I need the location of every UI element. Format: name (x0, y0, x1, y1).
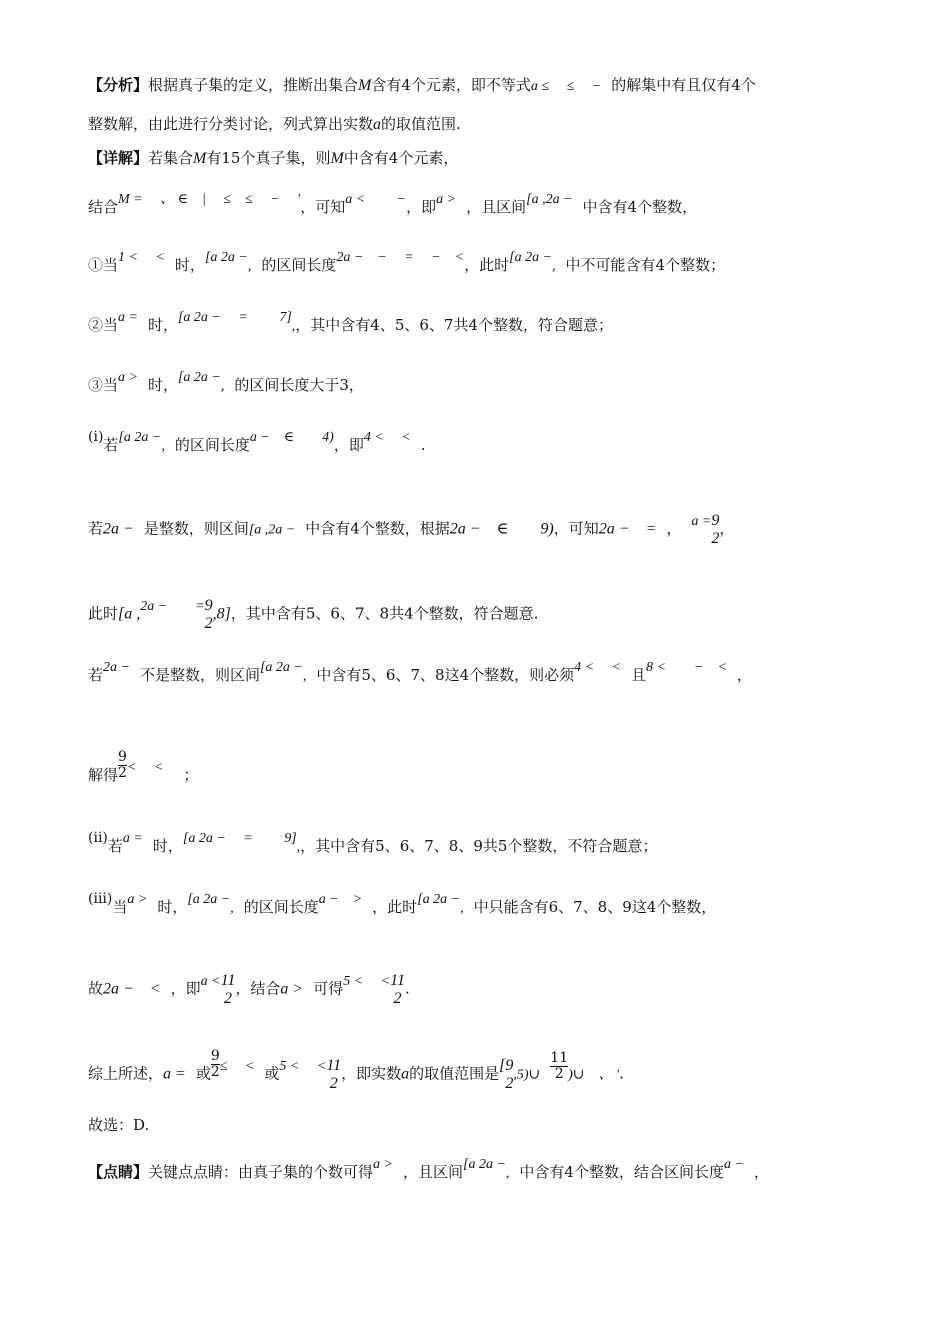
subcase-iii-line: (iii)当a > 时，[a 2a −, 的区间长度a − > ，此时[a 2a −, 中只能含有6、7、8、9这4个整数， (88, 891, 717, 916)
non-integer-case-line: 若2a − 不是整数，则区间[a 2a −, 中含有5、6、7、8这4个整数，则必须4 < < 且8 < − < ， (88, 660, 752, 684)
answer-line: 故选：D. (88, 1116, 150, 1134)
case-1-line: ①当1 < < 时，[a 2a −, 的区间长度2a − − = − <，此时[a 2a −, 中不可能含有4个整数； (88, 250, 726, 274)
case-2-line: ②当a = 时，[a 2a − = 7],，其中含有4、5、6、7共4个整数，符合题意； (88, 310, 614, 334)
key-point-tag: 【点睛】 (88, 1163, 149, 1181)
solve-line: 解得 $\frac{9}{2}$ < < ； (88, 749, 199, 784)
integer-case-line: 若2a − 是整数，则区间[a ,2a − 中含有4个整数，根据2a − ∈ 9)，可知2a − = ， a = 9 2 ， (88, 512, 735, 547)
analysis-tag: 【分析】 (88, 76, 149, 94)
subcase-iii-conclusion: 故2a − < ，即a < 11 2 ，结合a > 可得5 < < 11 2 . (88, 972, 410, 1007)
case-3-line: ③当a > 时，[a 2a −, 的区间长度大于3， (88, 370, 364, 394)
detail-tag: 【详解】 (88, 149, 149, 167)
detail-line-2: 结合M = 、 ∈ | ≤ ≤ − ′，可知a < −，即a > ，且区间[a ,2a − 中含有4个整数， (88, 192, 698, 216)
analysis-line-2: 整数解，由此进行分类讨论，列式算出实数a的取值范围. (88, 115, 461, 133)
subcase-ii-line: (ii)若a = 时，[a 2a − = 9],，其中含有5、6、7、8、9共5个整数，不符合题意； (88, 830, 658, 855)
key-point-line: 【点睛】关键点点睛：由真子集的个数可得a > ，且区间[a 2a −, 中含有4个整数，结合区间长度a − ， (88, 1157, 769, 1181)
integer-case-conclusion: 此时[a ,2a − = 9 2 ,8]，其中含有5、6、7、8共4个整数，符合题意. (88, 597, 539, 632)
detail-line-1: 【详解】若集合M有15个真子集，则M中含有4个元素， (88, 149, 459, 167)
analysis-line-1: 【分析】根据真子集的定义，推断出集合M含有4个元素，即不等式a ≤ ≤ − 的解集中有且仅有4个 (88, 76, 756, 94)
summary-line: 综上所述，a = 或 $\frac{9}{2}$ ≤ < 或5 < < 11 2 ，即实数a的取值范围是[ 9 2 ,5)∪ $\frac{11}{2}$ )∪ 、 ′. (88, 1047, 624, 1092)
subcase-i-line: (i)若[a 2a −, 的区间长度a − ∈ 4)，即4 < < . (88, 429, 426, 454)
